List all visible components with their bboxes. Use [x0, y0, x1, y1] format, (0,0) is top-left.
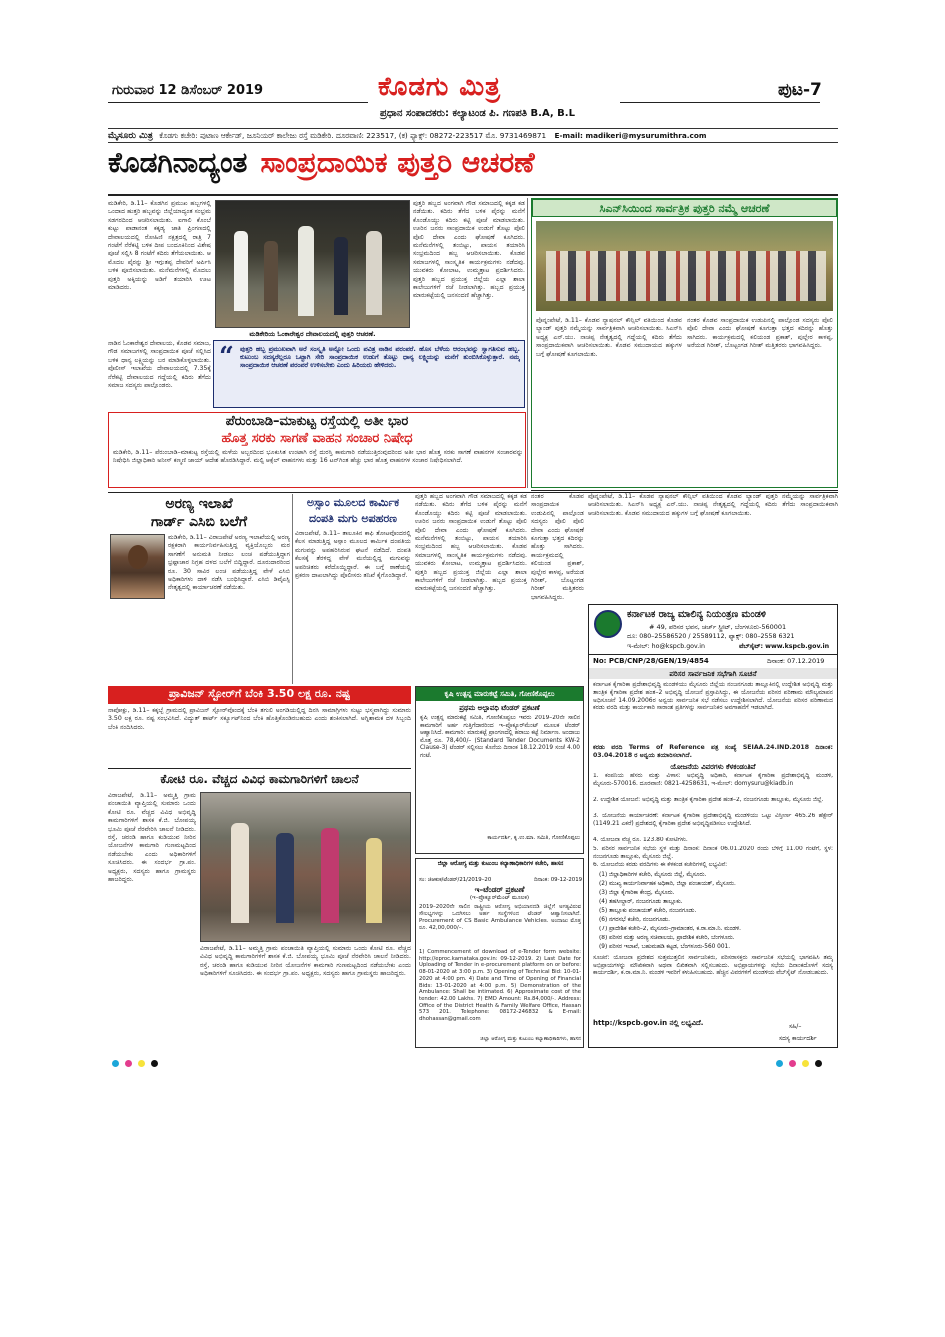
kspcb-item-1: 1. ಕಂಪನಿಯ ಹೆಸರು ಮತ್ತು ವಿಳಾಸ: ಅಭಿವೃದ್ಧಿ ಅಧಿಕಾರಿ, ಕರ್ನಾಟಕ ಕೈಗಾರಿಕಾ ಪ್ರದೇಶಾಭಿವೃದ್ಧಿ ಮಂಡಳಿ, ಮೈಸೂರು-570016. ದೂರವಾಣಿ: 0821-4258631, ಇ-ಮೇಲ್: domysuru@kiadb.in — [593, 773, 833, 787]
strip-paper-name: ಮೈಸೂರು ಮಿತ್ರ — [108, 131, 153, 141]
health-tender-heading: ಜಿಲ್ಲಾ ಆರೋಗ್ಯ ಮತ್ತು ಕುಟುಂಬ ಕಲ್ಯಾಣಾಧಿಕಾರಿಗಳ ಕಚೇರಿ, ಹಾಸನ — [437, 861, 564, 867]
lead-story-text-2: ನಾಡಿನ ಓಂಕಾರೇಶ್ವರ ದೇವಾಲಯ, ಕೊಡವ ಸಮಾಜ, ಗೌಡ ಸಮಾಜಗಳಲ್ಲಿ ಸಾಂಪ್ರದಾಯಿಕ ಪೂಜೆ ಸಲ್ಲಿಸಿದ ಬಳಿಕ ಧಾನ್ಯ ಲಕ್ಷ್ಮಿಯನ್ನು ಬರ ಮಾಡಿಕೊಳ್ಳಲಾಯಿತು. ಪೊಲೀಸ್ ಇಲಾಖೆಯ ದೇವಾಲಯದಲ್ಲಿ 7.35ಕ್ಕೆ ನೆರೆಕಟ್ಟಿ ದೇವಾಲಯದ ಗದ್ದೆಯಲ್ಲಿ ಕದಿರು ತೆಗೆದು ಸಮಾಜ ಸದಸ್ಯರು ಪಾಲ್ಗೊಂಡರು. — [108, 340, 211, 390]
kspcb-phone: ದೂ: 080–25586520 / 25589112, ಫ್ಯಾಕ್ಸ್: 080–2558 6321 — [627, 633, 795, 640]
kspcb-sign: ಸಹಿ/– — [789, 1023, 802, 1030]
road-ban-headline-1: ಪೆರುಂಬಾಡಿ–ಮಾಕುಟ್ಟ ರಸ್ತೆಯಲ್ಲಿ ಅತೀ ಭಾರ — [225, 414, 409, 429]
cnc-story-box — [531, 198, 838, 488]
kspcb-title: ಕರ್ನಾಟಕ ರಾಜ್ಯ ಮಾಲಿನ್ಯ ನಿಯಂತ್ರಣ ಮಂಡಳಿ — [627, 609, 766, 620]
masthead-rule — [108, 102, 368, 103]
health-tender-english-text: 1) Commencement of download of e-Tender form website: http://eproc.karnataka.gov.in: 09-12-2019. 2) Last Date for Uploading of Tender in e-procurement platform on or before: 08-01-2020 at 3:00 p.m. 3) Opening of Technical Bid: 10-01-2020 at 4:00 pm. 4) Date and Time of Opening of Financial Bids: 13-01-2020 at 4:00 p.m. 5) Demonstration of the Ambulance: Shall be intimated. 6) Approximate cost of the tender: 42.00 Lakhs. 7) EMD Amount: Rs.84,000/-. Address: Office of the District Health & Family Welfare Office, Hassan 573 201. Telephone: 08172-246832 & E-mail: dhohassan@gmail.com — [419, 949, 581, 1023]
strip-address: ಕೊಡಗು ಕಚೇರಿ: ಪುಟಾಣ ಆರ್ಕೇಡ್, ಜೂನಿಯರ್ ಕಾಲೇಜು ರಸ್ತೆ ಮಡಿಕೇರಿ. ದೂರವಾಣಿ: 223517, (ಕ) ಫ್ಯಾಕ್ಸ್: 08272-223517 ಮೊ. 9731469871 — [159, 131, 547, 140]
forest-story-text: ಮಡಿಕೇರಿ, ಡಿ.11– ವಿರಾಜಪೇಟೆ ಅರಣ್ಯ ಇಲಾಖೆಯಲ್ಲಿ ಅರಣ್ಯ ರಕ್ಷಕರಾಗಿ ಕಾರ್ಯನಿರ್ವಹಿಸುತ್ತಿದ್ದ ವ್ಯಕ್ತಿಯೊಬ್ಬರು ಮರ ಸಾಗಣೆಗೆ ಅನುಮತಿ ನೀಡಲು ಲಂಚ ಪಡೆಯುತ್ತಿದ್ದಾಗ ಭ್ರಷ್ಟಾಚಾರ ನಿಗ್ರಹ ದಳದ ಬಲೆಗೆ ಬಿದ್ದಿದ್ದಾರೆ. ದೂರುದಾರರಿಂದ ರೂ. 30 ಸಾವಿರ ಲಂಚ ಪಡೆಯುತ್ತಿದ್ದ ವೇಳೆ ಎಸಿಬಿ ಅಧಿಕಾರಿಗಳು ದಾಳಿ ನಡೆಸಿ ಬಂಧಿಸಿದ್ದಾರೆ. ಎಸಿಬಿ ಡಿವೈಎಸ್ಪಿ ನೇತೃತ್ವದಲ್ಲಿ ಕಾರ್ಯಾಚರಣೆ ನಡೆಯಿತು. — [168, 534, 290, 592]
kspcb-sign-title: ಸದಸ್ಯ ಕಾರ್ಯದರ್ಶಿ — [779, 1035, 817, 1042]
apmc-tender-heading: ಕೃಷಿ ಉತ್ಪನ್ನ ಮಾರುಕಟ್ಟೆ ಸಮಿತಿ, ಗೋಣಿಕೊಪ್ಪಲು — [416, 687, 583, 701]
cnc-story-text-a: ಪೊನ್ನಂಪೇಟೆ, ಡಿ.11– ಕೊಡವ ನ್ಯಾಷನಲ್ ಕೌನ್ಸಿಲ್ ವತಿಯಿಂದ ಕೊಡವ ಲ್ಯಾಂಡ್ ಪುತ್ತರಿ ನಮ್ಮೆಯನ್ನು ಸಾರ್ವತ್ರಿಕವಾಗಿ ಆಚರಿಸಲಾಯಿತು. ಸಿಎನ್‌ಸಿ ಅಧ್ಯಕ್ಷ ಎನ್.ಯು. ನಾಚಪ್ಪ ನೇತೃತ್ವದಲ್ಲಿ ಗದ್ದೆಯಲ್ಲಿ ಕದಿರು ತೆಗೆದು ಸಾಂಪ್ರದಾಯಿಕವಾಗಿ ಆಚರಿಸಲಾಯಿತು. ಕೊಡವ ಸಮುದಾಯದ ಹಕ್ಕುಗಳ ಬಗ್ಗೆ ಘೋಷಣೆ ಕೂಗಲಾಯಿತು. — [536, 317, 682, 358]
kspcb-body: ಕರ್ನಾಟಕ ಕೈಗಾರಿಕಾ ಪ್ರದೇಶಾಭಿವೃದ್ಧಿ ಮಂಡಳಿಯು ಮೈಸೂರು ಜಿಲ್ಲೆಯ ನಂಜನಗೂಡು ತಾಲ್ಲೂಕಿನಲ್ಲಿ ಉದ್ದೇಶಿತ ಅಭಿವೃದ್ಧಿ ಮತ್ತು ತಾಂತ್ರಿಕ ಕೈಗಾರಿಕಾ ಪ್ರದೇಶ ಹಂತ–2 ಅಭಿವೃದ್ಧಿ ಯೋಜನೆ ಪ್ರಸ್ತಾಪಿಸಿದ್ದು, ಈ ಯೋಜನೆಯ ಪರಿಸರ ಪರಿಣಾಮ ಮೌಲ್ಯಮಾಪನ ಅಧಿಸೂಚನೆ 14.09.2006ರ ಅನ್ವಯ ಸಾರ್ವಜನಿಕ ಸಭೆ ನಡೆಸಲು ಉದ್ದೇಶಿಸಲಾಗಿದೆ. ಯೋಜನೆಯ ಪರಿಸರ ಪರಿಣಾಮದ ಕರಡು ವರದಿ ಮತ್ತು ಕಾರ್ಯಕಾರಿ ಸಾರಾಂಶ ಪ್ರತಿಗಳನ್ನು ಸಾರ್ವಜನಿಕರ ಅವಗಾಹನೆಗೆ ಇಡಲಾಗಿದೆ. — [593, 681, 833, 712]
kspcb-email: ಇ-ಮೇಲ್: ho@kspcb.gov.in — [627, 643, 706, 650]
road-ban-story — [108, 412, 526, 488]
cnc-story-text-b: ನಂತರ ಕೊಡವ ಸಾಂಪ್ರದಾಯಿಕ ಉಡುಪಿನಲ್ಲಿ ಪಾಲ್ಗೊಂಡ ಸದಸ್ಯರು ಪೊಲಿ ಪೊಲಿ ದೇವಾ ಎಂದು ಘೋಷಣೆ ಕೂಗುತ್ತಾ ಭತ್ತದ ಕದಿರನ್ನು ಹೊತ್ತು ಸಾಗಿದರು. ಕಾರ್ಯಕ್ರಮದಲ್ಲಿ ಕಲಿಯಂಡ ಪ್ರಕಾಶ್, ಪುಲ್ಲೇರ ಕಾಳಪ್ಪ, ಅರೆಯಡ ಗಿರೀಶ್, ಬೊಟ್ಟಂಗಡ ಗಿರೀಶ್ ಮತ್ತಿತರರು ಭಾಗವಹಿಸಿದ್ದರು. — [687, 317, 833, 350]
registration-marks-left — [112, 1052, 164, 1071]
health-tender-notice — [415, 858, 584, 1048]
works-story-text: ವಿರಾಜಪೇಟೆ, ಡಿ.11– ಅಮ್ಮತ್ತಿ ಗ್ರಾಮ ಪಂಚಾಯಿತಿ ವ್ಯಾಪ್ತಿಯಲ್ಲಿ ಸುಮಾರು ಒಂದು ಕೋಟಿ ರೂ. ವೆಚ್ಚದ ವಿವಿಧ ಅಭಿವೃದ್ಧಿ ಕಾಮಗಾರಿಗಳಿಗೆ ಶಾಸಕ ಕೆ.ಜಿ. ಬೋಪಯ್ಯ ಭೂಮಿ ಪೂಜೆ ನೆರವೇರಿಸಿ ಚಾಲನೆ ನೀಡಿದರು. ರಸ್ತೆ, ಚರಂಡಿ ಹಾಗೂ ಕುಡಿಯುವ ನೀರಿನ ಯೋಜನೆಗಳ ಕಾಮಗಾರಿ ಗುಣಮಟ್ಟದಿಂದ ನಡೆಯಬೇಕು ಎಂದು ಅಧಿಕಾರಿಗಳಿಗೆ ಸೂಚಿಸಿದರು. ಈ ಸಂದರ್ಭ ಗ್ರಾ.ಪಂ. ಅಧ್ಯಕ್ಷರು, ಸದಸ್ಯರು ಹಾಗೂ ಗ್ರಾಮಸ್ಥರು ಹಾಜರಿದ್ದರು. — [108, 792, 196, 884]
banner-part-1: ಕೊಡಗಿನಾದ್ಯಂತ — [108, 146, 248, 179]
cnc-continued-text: ನಂತರ ಕೊಡವ ಸಾಂಪ್ರದಾಯಿಕ ಉಡುಪಿನಲ್ಲಿ ಪಾಲ್ಗೊಂಡ ಸದಸ್ಯರು ಪೊಲಿ ಪೊಲಿ ದೇವಾ ಎಂದು ಘೋಷಣೆ ಕೂಗುತ್ತಾ ಭತ್ತದ ಕದಿರನ್ನು ಹೊತ್ತು ಸಾಗಿದರು. ಕಾರ್ಯಕ್ರಮದಲ್ಲಿ ಕಲಿಯಂಡ ಪ್ರಕಾಶ್, ಪುಲ್ಲೇರ ಕಾಳಪ್ಪ, ಅರೆಯಡ ಗಿರೀಶ್, ಬೊಟ್ಟಂಗಡ ಗಿರೀಶ್ ಮತ್ತಿತರರು ಭಾಗವಹಿಸಿದ್ದರು. — [531, 493, 584, 601]
kspcb-item-4: 4. ಯೋಜನಾ ವೆಚ್ಚ ರೂ. 123.80 ಕೋಟಿಗಳು. — [593, 837, 688, 843]
logo: ಕೊಡಗು ಮಿತ್ರ — [378, 72, 502, 102]
health-tender-ref: ಸಂ: ಜಿಆಕುಕ/ಟೆಂಡರ್/21/2019–20 — [419, 877, 492, 883]
column-divider-2 — [292, 494, 293, 684]
kspcb-web: ವೆಬ್‌ಸೈಟ್: www.kspcb.gov.in — [739, 643, 830, 650]
forest-guard-face — [128, 545, 148, 569]
kspcb-office-2: (2) ಮುಖ್ಯ ಕಾರ್ಯನಿರ್ವಾಹಕ ಅಧಿಕಾರಿ, ಜಿಲ್ಲಾ ಪಂಚಾಯತ್, ಮೈಸೂರು. — [599, 881, 736, 887]
cnc-photo — [536, 221, 833, 311]
kspcb-ref: No: PCB/CNP/28/GEN/19/4854 — [593, 657, 709, 665]
kspcb-office-1: (1) ಜಿಲ್ಲಾಧಿಕಾರಿಗಳ ಕಚೇರಿ, ಮೈಸೂರು ಜಿಲ್ಲೆ, ಮೈಸೂರು. — [599, 872, 707, 878]
lead-photo-figure-5 — [366, 231, 382, 315]
lead-photo-figure-1 — [234, 231, 248, 311]
lead-story-tail: ಪುತ್ತರಿ ಹಬ್ಬದ ಅಂಗವಾಗಿ ಗೌಡ ಸಮಾಜದಲ್ಲಿ ಕಕ್ಕಡ ಕಡ ನಡೆಯಿತು. ಕದಿರು ತೆಗೆದ ಬಳಿಕ ಪೈರನ್ನು ಮನೆಗೆ ಕೊಂಡೊಯ್ದು ಕದಿರು ಕಟ್ಟಿ ಪೂಜೆ ಮಾಡಲಾಯಿತು. ಊರಿನ ಜನರು ಸಾಂಪ್ರದಾಯಿಕ ಉಡುಗೆ ತೊಟ್ಟು ಪೊಲಿ ಪೊಲಿ ದೇವಾ ಎಂದು ಘೋಷಣೆ ಕೂಗಿದರು. ಮನೆಮನೆಗಳಲ್ಲಿ ತಂಬಿಟ್ಟು, ಪಾಯಸ ತಯಾರಿಸಿ ಸಂಭ್ರಮದಿಂದ ಹಬ್ಬ ಆಚರಿಸಲಾಯಿತು. ಕೊಡವ ಸಮಾಜಗಳಲ್ಲಿ ಸಾಂಸ್ಕೃತಿಕ ಕಾರ್ಯಕ್ರಮಗಳು ನಡೆದವು. ಯುವಕರು ಕೋಲಾಟ, ಉಮ್ಮತ್ತಾಟ ಪ್ರದರ್ಶಿಸಿದರು. ಪುತ್ತರಿ ಹಬ್ಬದ ಪ್ರಯುಕ್ತ ಜಿಲ್ಲೆಯ ಎಲ್ಲಾ ಶಾಲಾ ಕಾಲೇಜುಗಳಿಗೆ ರಜೆ ನೀಡಲಾಗಿತ್ತು. ಹಬ್ಬದ ಪ್ರಯುಕ್ತ ಮಾರುಕಟ್ಟೆಯಲ್ಲಿ ಜನಸಂದಣಿ ಹೆಚ್ಚಾಗಿತ್ತು. — [415, 493, 527, 593]
masthead — [0, 0, 945, 150]
kspcb-item-5: 5. ಪರಿಸರ ಸಾರ್ವಜನಿಕ ಸಭೆಯ ಸ್ಥಳ ಮತ್ತು ದಿನಾಂಕ: ದಿನಾಂಕ 06.01.2020 ರಂದು ಬೆಳಿಗ್ಗೆ 11.00 ಗಂಟೆಗೆ, ಸ್ಥಳ: ನಂಜನಗೂಡು ತಾಲ್ಲೂಕು, ಮೈಸೂರು ಜಿಲ್ಲೆ. — [593, 846, 833, 860]
works-rule — [108, 768, 411, 769]
kspcb-office-7: (7) ಪ್ರಾದೇಶಿಕ ಕಚೇರಿ–2, ಮೈಸೂರು–ಗ್ರಾಮಾಂತರ, ಕ.ರಾ.ಮಾ.ನಿ. ಮಂಡಳಿ. — [599, 926, 741, 932]
banner-rule — [108, 194, 838, 196]
works-story-text-2: ವಿರಾಜಪೇಟೆ, ಡಿ.11– ಅಮ್ಮತ್ತಿ ಗ್ರಾಮ ಪಂಚಾಯಿತಿ ವ್ಯಾಪ್ತಿಯಲ್ಲಿ ಸುಮಾರು ಒಂದು ಕೋಟಿ ರೂ. ವೆಚ್ಚದ ವಿವಿಧ ಅಭಿವೃದ್ಧಿ ಕಾಮಗಾರಿಗಳಿಗೆ ಶಾಸಕ ಕೆ.ಜಿ. ಬೋಪಯ್ಯ ಭೂಮಿ ಪೂಜೆ ನೆರವೇರಿಸಿ ಚಾಲನೆ ನೀಡಿದರು. ರಸ್ತೆ, ಚರಂಡಿ ಹಾಗೂ ಕುಡಿಯುವ ನೀರಿನ ಯೋಜನೆಗಳ ಕಾಮಗಾರಿ ಗುಣಮಟ್ಟದಿಂದ ನಡೆಯಬೇಕು ಎಂದು ಅಧಿಕಾರಿಗಳಿಗೆ ಸೂಚಿಸಿದರು. ಈ ಸಂದರ್ಭ ಗ್ರಾ.ಪಂ. ಅಧ್ಯಕ್ಷರು, ಸದಸ್ಯರು ಹಾಗೂ ಗ್ರಾಮಸ್ಥರು ಹಾಜರಿದ್ದರು. — [200, 945, 411, 978]
lead-story-continued: ಪುತ್ತರಿ ಹಬ್ಬದ ಅಂಗವಾಗಿ ಗೌಡ ಸಮಾಜದಲ್ಲಿ ಕಕ್ಕಡ ಕಡ ನಡೆಯಿತು. ಕದಿರು ತೆಗೆದ ಬಳಿಕ ಪೈರನ್ನು ಮನೆಗೆ ಕೊಂಡೊಯ್ದು ಕದಿರು ಕಟ್ಟಿ ಪೂಜೆ ಮಾಡಲಾಯಿತು. ಊರಿನ ಜನರು ಸಾಂಪ್ರದಾಯಿಕ ಉಡುಗೆ ತೊಟ್ಟು ಪೊಲಿ ಪೊಲಿ ದೇವಾ ಎಂದು ಘೋಷಣೆ ಕೂಗಿದರು. ಮನೆಮನೆಗಳಲ್ಲಿ ತಂಬಿಟ್ಟು, ಪಾಯಸ ತಯಾರಿಸಿ ಸಂಭ್ರಮದಿಂದ ಹಬ್ಬ ಆಚರಿಸಲಾಯಿತು. ಕೊಡವ ಸಮಾಜಗಳಲ್ಲಿ ಸಾಂಸ್ಕೃತಿಕ ಕಾರ್ಯಕ್ರಮಗಳು ನಡೆದವು. ಯುವಕರು ಕೋಲಾಟ, ಉಮ್ಮತ್ತಾಟ ಪ್ರದರ್ಶಿಸಿದರು. ಪುತ್ತರಿ ಹಬ್ಬದ ಪ್ರಯುಕ್ತ ಜಿಲ್ಲೆಯ ಎಲ್ಲಾ ಶಾಲಾ ಕಾಲೇಜುಗಳಿಗೆ ರಜೆ ನೀಡಲಾಗಿತ್ತು. ಹಬ್ಬದ ಪ್ರಯುಕ್ತ ಮಾರುಕಟ್ಟೆಯಲ್ಲಿ ಜನಸಂದಣಿ ಹೆಚ್ಚಾಗಿತ್ತು. — [413, 200, 525, 300]
lead-photo — [215, 200, 410, 328]
works-photo-person-4 — [366, 838, 382, 923]
column-divider — [527, 198, 528, 488]
apmc-tender-text: ಕೃಷಿ ಉತ್ಪನ್ನ ಮಾರುಕಟ್ಟೆ ಸಮಿತಿ, ಗೋಣಿಕೊಪ್ಪಲು ಇವರು 2019–20ನೇ ಸಾಲಿನ ಕಾಮಗಾರಿಗೆ ಅರ್ಹ ಗುತ್ತಿಗೆದಾರರಿಂದ ಇ–ಪ್ರೊಕ್ಯೂರ್‌ಮೆಂಟ್ ಮೂಲಕ ಟೆಂಡರ್ ಆಹ್ವಾನಿಸಿದೆ. ಕಾಮಗಾರಿ: ಮಾರುಕಟ್ಟೆ ಪ್ರಾಂಗಣದಲ್ಲಿ ಹರಾಜು ಕಟ್ಟೆ ನಿರ್ಮಾಣ. ಅಂದಾಜು ಮೊತ್ತ ರೂ. 78,400/– (Standard Tender Documents KW-2 Clause-3) ಟೆಂಡರ್ ಸಲ್ಲಿಸಲು ಕೊನೆಯ ದಿನಾಂಕ 18.12.2019 ಸಂಜೆ 4.00 ಗಂಟೆ. — [420, 715, 580, 759]
works-photo-person-2 — [276, 833, 294, 923]
kspcb-office-6: (6) ನಗರಸಭೆ ಕಚೇರಿ, ನಂಜನಗೂಡು. — [599, 917, 670, 923]
apmc-tender-subheading: ಪ್ರಥಮ ಅಲ್ಪಾವಧಿ ಟೆಂಡರ್ ಪ್ರಕಟಣೆ — [459, 704, 540, 712]
works-photo-person-3 — [321, 828, 339, 923]
kspcb-item-3: 3. ಯೋಜನೆಯ ಕಾರ್ಯಾಚರಣೆ: ಕರ್ನಾಟಕ ಕೈಗಾರಿಕಾ ಪ್ರದೇಶಾಭಿವೃದ್ಧಿ ಮಂಡಳಿಯು ಒಟ್ಟು ವಿಸ್ತೀರ್ಣ 465.26 ಹೆಕ್ಟೇರ್ (1149.21 ಎಕರೆ) ಪ್ರದೇಶದಲ್ಲಿ ಕೈಗಾರಿಕಾ ಪ್ರದೇಶ ಅಭಿವೃದ್ಧಿಪಡಿಸಲು ಉದ್ದೇಶಿಸಿದೆ. — [593, 813, 833, 827]
health-tender-title-sub: (ಇ–ಪ್ರೊಕ್ಯೂರ್‌ಮೆಂಟ್ ಮೂಲಕ) — [469, 895, 530, 901]
contact-strip — [108, 128, 838, 143]
page-number: ಪುಟ-7 — [778, 80, 822, 100]
fire-story-headline-bar — [108, 686, 411, 704]
masthead-rule-right — [620, 102, 820, 103]
pull-quote — [213, 340, 525, 408]
kspcb-office-3: (3) ಜಿಲ್ಲಾ ಕೈಗಾರಿಕಾ ಕೇಂದ್ರ, ಮೈಸೂರು. — [599, 890, 675, 896]
lead-photo-caption: ಮಡಿಕೇರಿಯ ಓಂಕಾರೇಶ್ವರ ದೇವಾಲಯದಲ್ಲಿ ಪುತ್ತರಿ ಆಚರಣೆ. — [249, 330, 376, 338]
assam-headline-2: ದಂಪತಿ ಮಗು ಅಪಹರಣ — [309, 512, 397, 525]
issue-date: ಗುರುವಾರ 12 ಡಿಸೆಂಬರ್ 2019 — [112, 83, 264, 98]
kspcb-rule — [589, 654, 837, 655]
kspcb-section-title: ಯೋಜನೆಯ ವಿವರಗಳು ಕೆಳಕಂಡಂತಿವೆ — [670, 763, 756, 771]
road-ban-text: ಮಡಿಕೇರಿ, ಡಿ.11– ಪೆರುಂಬಾಡಿ–ಮಾಕುಟ್ಟ ರಸ್ತೆಯಲ್ಲಿ ಮಳೆಯ ಅಬ್ಬರದಿಂದ ಭೂಕುಸಿತ ಉಂಟಾಗಿ ರಸ್ತೆ ದುರಸ್ತಿ ಕಾಮಗಾರಿ ನಡೆಯುತ್ತಿರುವುದರಿಂದ ಅತೀ ಭಾರ ಹೊತ್ತ ಸರಕು ಸಾಗಣೆ ವಾಹನಗಳ ಸಂಚಾರವನ್ನು ನಿಷೇಧಿಸಿ ಜಿಲ್ಲಾಧಿಕಾರಿ ಅನೀಸ್ ಕಣ್ಮಣಿ ಜಾಯ್ ಆದೇಶ ಹೊರಡಿಸಿದ್ದಾರೆ. ಮಲ್ಟಿ ಆಕ್ಸೆಲ್ ವಾಹನಗಳು ಮತ್ತು 16 ಟನ್‌ಗಿಂತ ಹೆಚ್ಚು ಭಾರ ಹೊತ್ತ ವಾಹನಗಳ ಸಂಚಾರ ನಿಷೇಧಿಸಲಾಗಿದೆ. — [113, 449, 523, 465]
kspcb-office-8: (8) ಪರಿಸರ ಮತ್ತು ಅರಣ್ಯ ಸಚಿವಾಲಯ, ಪ್ರಾದೇಶಿಕ ಕಚೇರಿ, ಬೆಂಗಳೂರು. — [599, 935, 735, 941]
banner-headline — [108, 146, 838, 192]
kspcb-item-6: 6. ಯೋಜನೆಯ ಕರಡು ವರದಿಗಳು ಈ ಕೆಳಕಂಡ ಕಚೇರಿಗಳಲ್ಲಿ ಲಭ್ಯವಿವೆ: — [593, 862, 728, 868]
kspcb-notice-title: ಪರಿಸರ ಸಾರ್ವಜನಿಕ ಸಭೆಗಾಗಿ ಸೂಚನೆ — [589, 668, 837, 679]
cnc-continued-text-2: ಪೊನ್ನಂಪೇಟೆ, ಡಿ.11– ಕೊಡವ ನ್ಯಾಷನಲ್ ಕೌನ್ಸಿಲ್ ವತಿಯಿಂದ ಕೊಡವ ಲ್ಯಾಂಡ್ ಪುತ್ತರಿ ನಮ್ಮೆಯನ್ನು ಸಾರ್ವತ್ರಿಕವಾಗಿ ಆಚರಿಸಲಾಯಿತು. ಸಿಎನ್‌ಸಿ ಅಧ್ಯಕ್ಷ ಎನ್.ಯು. ನಾಚಪ್ಪ ನೇತೃತ್ವದಲ್ಲಿ ಗದ್ದೆಯಲ್ಲಿ ಕದಿರು ತೆಗೆದು ಸಾಂಪ್ರದಾಯಿಕವಾಗಿ ಆಚರಿಸಲಾಯಿತು. ಕೊಡವ ಸಮುದಾಯದ ಹಕ್ಕುಗಳ ಬಗ್ಗೆ ಘೋಷಣೆ ಕೂಗಲಾಯಿತು. — [588, 493, 838, 517]
road-ban-headline-2: ಹೊತ್ತ ಸರಕು ಸಾಗಣೆ ವಾಹನ ಸಂಚಾರ ನಿಷೇಧ — [221, 431, 413, 446]
kspcb-url: http://kspcb.gov.in ನಲ್ಲಿ ಲಭ್ಯವಿದೆ. — [593, 1019, 704, 1027]
kspcb-office-5: (5) ತಾಲ್ಲೂಕು ಪಂಚಾಯತ್ ಕಚೇರಿ, ನಂಜನಗೂಡು. — [599, 908, 697, 914]
health-tender-sign: ಜಿಲ್ಲಾ ಆರೋಗ್ಯ ಮತ್ತು ಕುಟುಂಬ ಕಲ್ಯಾಣಾಧಿಕಾರಿಗಳು, ಹಾಸನ — [480, 1036, 581, 1042]
registration-marks-right — [776, 1052, 828, 1071]
fire-story-headline: ಪ್ರಾವಿಜನ್ ಸ್ಟೋರ್‌ಗೆ ಬೆಂಕಿ 3.50 ಲಕ್ಷ ರೂ. ನಷ್ಟ — [168, 687, 351, 700]
editor-line: ಪ್ರಧಾನ ಸಂಪಾದಕರು: ಕಲ್ಯಾಟಂಡ ಪಿ. ಗಣಪತಿ B.A, B.L — [380, 108, 575, 119]
lead-photo-figure-3 — [298, 226, 314, 316]
cnc-story-title: ಸಿಎನ್‌ಸಿಯಿಂದ ಸಾರ್ವತ್ರಿಕ ಪುತ್ತರಿ ನಮ್ಮೆ ಆಚರಣೆ — [532, 199, 837, 217]
lower-right-rule — [531, 490, 838, 491]
kspcb-office-9: (9) ಪರಿಸರ ಇಲಾಖೆ, ಬಹುಮಹಡಿ ಕಟ್ಟಡ, ಬೆಂಗಳೂರು-560 001. — [599, 944, 731, 950]
health-tender-date: ದಿನಾಂಕ: 09-12-2019 — [534, 877, 583, 883]
banner-part-2: ಸಾಂಪ್ರದಾಯಿಕ ಪುತ್ತರಿ ಆಚರಣೆ — [260, 146, 535, 179]
kspcb-office-4: (4) ತಹಸೀಲ್ದಾರ್, ನಂಜನಗೂಡು ತಾಲ್ಲೂಕು. — [599, 899, 683, 905]
kspcb-date: ದಿನಾಂಕ: 07.12.2019 — [767, 657, 825, 665]
forest-headline-1: ಅರಣ್ಯ ಇಲಾಖೆ — [165, 496, 233, 512]
assam-headline-1: ಅಸ್ಸಾಂ ಮೂಲದ ಕಾರ್ಮಿಕ — [306, 496, 400, 509]
health-tender-title: ಇ–ಟೆಂಡರ್ ಪ್ರಕಟಣೆ — [474, 885, 525, 894]
kspcb-address: # 49, ಪರಿಸರ ಭವನ, ಚರ್ಚ್ ಸ್ಟ್ರೀಟ್, ಬೆಂಗಳೂರು-560001 — [649, 623, 787, 631]
strip-email: E-mail: madikeri@mysurumithra.com — [554, 131, 707, 140]
kspcb-tor: ಕರಡು ವರದಿ Terms of Reference ಪತ್ರ ಸಂಖ್ಯೆ SEIAA.24.IND.2018 ದಿನಾಂಕ: 03.04.2018 ರ ಅನ್ವಯ ತಯಾರಿಸಲಾಗಿದೆ. — [593, 744, 833, 759]
lead-story-text: ಮಡಿಕೇರಿ, ಡಿ.11– ಕೊಡಗಿನ ಪ್ರಮುಖ ಹಬ್ಬಗಳಲ್ಲಿ ಒಂದಾದ ಹುತ್ತರಿ ಹಬ್ಬವನ್ನು ಜಿಲ್ಲೆಯಾದ್ಯಂತ ಸಂಭ್ರಮ ಸಡಗರದಿಂದ ಆಚರಿಸಲಾಯಿತು. ಐಗಾಲಿ ಕೊಂಬೆ ಕುಟ್ಟು ಪಾಡಾನಂತ ಕಕ್ಕಡ್ಯ ಜಾತಿ ಪ್ರಿಂಗಣದಲ್ಲಿ ದೇವಾಲಯದಲ್ಲಿ ರೋಹಿಣಿ ನಕ್ಷತ್ರದಲ್ಲಿ ರಾತ್ರಿ 7 ಗಂಟೆಗೆ ನೆರೆಕಟ್ಟಿ ಬಳಿಕ ದೀಪ ಬಂದೂಕಿನಿಂದ ವಿಶೇಷ ಪೂಜೆ ಸಲ್ಲಿಸಿ 8 ಗಂಟೆಗೆ ಕದಿರು ತೆಗೆಯಲಾಯಿತು. ಆ ಮೊದಲ ಪೈರನ್ನು ಶ್ರೀ ಇಗ್ಗುತಪ್ಪ ದೇವರಿಗೆ ಅರ್ಪಿಸಿ ಬಳಿಕ ಪೂಜಿಸಲಾಯಿತು. ಮನೆಮನೆಗಳಲ್ಲಿ ಮೊದಲು ಪುತ್ತರಿ ಅಕ್ಕಿಯನ್ನು ಅಡಿಗೆ ತಯಾರಿಸಿ ಊಟ ಮಾಡಿದರು. — [108, 200, 211, 292]
lead-photo-figure-2 — [264, 241, 278, 311]
forest-headline-2: ಗಾರ್ಡ್ ಎಸಿಬಿ ಬಲೆಗೆ — [150, 514, 248, 530]
pull-quote-text: ಪುತ್ತರಿ ಹಬ್ಬ ಪ್ರಮುಖವಾಗಿ ಅರೆ ಸಂಸ್ಕೃತಿ ಅನ್ನೋ ಒಂದು ಪವಿತ್ರ ನಾಡಿನ ಪರಂಪರೆ. ಹೊಸ ಬೆಳೆಯ ಆರಂಭವನ್ನು ಸ್ವಾಗತಿಸುವ ಹಬ್ಬ. ಕುಟುಂಬ ಸದಸ್ಯರೆಲ್ಲರೂ ಒಟ್ಟಾಗಿ ಸೇರಿ ಸಾಂಪ್ರದಾಯಿಕ ಉಡುಗೆ ತೊಟ್ಟು ಧಾನ್ಯ ಲಕ್ಷ್ಮಿಯನ್ನು ಮನೆಗೆ ತುಂಬಿಸಿಕೊಳ್ಳುತ್ತಾರೆ. ನಮ್ಮ ಸಾಂಪ್ರದಾಯಿಕ ಆಚರಣೆ ಪರಂಪರೆ ಉಳಿಸಬೇಕು ಎಂದು ಹಿರಿಯರು ಹೇಳಿದರು. — [240, 345, 520, 370]
kspcb-notice — [588, 604, 838, 1048]
kspcb-logo-icon — [594, 610, 622, 638]
works-photo — [200, 792, 411, 942]
health-tender-text: 2019–2020ನೇ ಸಾಲಿನ ರಾಷ್ಟ್ರೀಯ ಆರೋಗ್ಯ ಅಭಿಯಾನದಡಿ ಜಿಲ್ಲೆಗೆ ಅಗತ್ಯವಿರುವ ಸೌಲಭ್ಯಗಳನ್ನು ಒದಗಿಸಲು ಅರ್ಹ ಸಂಸ್ಥೆಗಳಿಂದ ಟೆಂಡರ್ ಆಹ್ವಾನಿಸಲಾಗಿದೆ. Procurement of CS Basic Ambulance Vehicles. ಅಂದಾಜು ಮೊತ್ತ ರೂ. 42,00,000/–. — [419, 904, 581, 931]
quote-mark-icon: “ — [219, 342, 234, 372]
forest-guard-photo — [110, 534, 165, 599]
assam-story-text: ವಿರಾಜಪೇಟೆ, ಡಿ.11– ತಾಲೂಕಿನ ಕಾಫಿ ತೋಟವೊಂದರಲ್ಲಿ ಕೆಲಸ ಮಾಡುತ್ತಿದ್ದ ಅಸ್ಸಾಂ ಮೂಲದ ಕಾರ್ಮಿಕ ದಂಪತಿಯ ಮಗುವನ್ನು ಅಪಹರಿಸಿರುವ ಘಟನೆ ನಡೆದಿದೆ. ದಂಪತಿ ಕೆಲಸಕ್ಕೆ ತೆರಳಿದ್ದ ವೇಳೆ ಮನೆಯಲ್ಲಿದ್ದ ಮಗುವನ್ನು ಅಪರಿಚಿತರು ಕರೆದೊಯ್ದಿದ್ದಾರೆ. ಈ ಬಗ್ಗೆ ಠಾಣೆಯಲ್ಲಿ ಪ್ರಕರಣ ದಾಖಲಾಗಿದ್ದು ಪೊಲೀಸರು ತನಿಖೆ ಕೈಗೊಂಡಿದ್ದಾರೆ. — [295, 530, 411, 580]
kspcb-item-2: 2. ಉದ್ದೇಶಿತ ಯೋಜನೆ: ಅಭಿವೃದ್ಧಿ ಮತ್ತು ತಾಂತ್ರಿಕ ಕೈಗಾರಿಕಾ ಪ್ರದೇಶ ಹಂತ–2, ನಂಜನಗೂಡು ತಾಲ್ಲೂಕು, ಮೈಸೂರು ಜಿಲ್ಲೆ. — [593, 797, 824, 803]
works-headline: ಕೋಟಿ ರೂ. ವೆಚ್ಚದ ವಿವಿಧ ಕಾಮಗಾರಿಗಳಿಗೆ ಚಾಲನೆ — [160, 772, 359, 786]
fire-story-text: ನಾಪೋಕ್ಲು, ಡಿ.11– ಕಕ್ಕಬ್ಬೆ ಗ್ರಾಮದಲ್ಲಿ ಪ್ರಾವಿಜನ್ ಸ್ಟೋರ್‌ವೊಂದಕ್ಕೆ ಬೆಂಕಿ ತಗುಲಿ ಅಂಗಡಿಯಲ್ಲಿದ್ದ ದಿನಸಿ ಸಾಮಾಗ್ರಿಗಳು ಸುಟ್ಟು ಭಸ್ಮವಾಗಿದ್ದು ಸುಮಾರು 3.50 ಲಕ್ಷ ರೂ. ನಷ್ಟ ಸಂಭವಿಸಿದೆ. ವಿದ್ಯುತ್ ಶಾರ್ಟ್ ಸರ್ಕ್ಯೂಟ್‌ನಿಂದ ಬೆಂಕಿ ಹೊತ್ತಿಕೊಂಡಿರಬಹುದು ಎಂದು ಶಂಕಿಸಲಾಗಿದೆ. ಅಗ್ನಿಶಾಮಕ ದಳ ಸಿಬ್ಬಂದಿ ಬೆಂಕಿ ನಂದಿಸಿದರು. — [108, 707, 411, 731]
works-photo-person-1 — [231, 823, 249, 923]
cnc-photo-group — [546, 251, 826, 301]
kspcb-footer: ಸೂಚನೆ: ಯೋಜನಾ ಪ್ರದೇಶದ ಸುತ್ತಮುತ್ತಲಿನ ಸಾರ್ವಜನಿಕರು, ಪರಿಸರಾಸಕ್ತರು ಸಾರ್ವಜನಿಕ ಸಭೆಯಲ್ಲಿ ಭಾಗವಹಿಸಿ ತಮ್ಮ ಅಭಿಪ್ರಾಯಗಳನ್ನು ಮೌಖಿಕವಾಗಿ ಅಥವಾ ಲಿಖಿತವಾಗಿ ಸಲ್ಲಿಸಬಹುದು. ಅಭಿಪ್ರಾಯಗಳನ್ನು ಸಭೆಯ ದಿನಾಂಕದೊಳಗೆ ಸದಸ್ಯ ಕಾರ್ಯದರ್ಶಿ, ಕ.ರಾ.ಮಾ.ನಿ. ಮಂಡಳಿ ಇವರಿಗೆ ಕಳುಹಿಸಬಹುದು. ಹೆಚ್ಚಿನ ವಿವರಗಳಿಗೆ ಮಂಡಳಿಯ ವೆಬ್‌ಸೈಟ್ ನೋಡಬಹುದು. — [593, 955, 833, 977]
lead-photo-figure-4 — [334, 237, 348, 315]
apmc-tender-sign: ಕಾರ್ಯದರ್ಶಿ, ಕೃ.ಉ.ಮಾ. ಸಮಿತಿ, ಗೋಣಿಕೊಪ್ಪಲು — [487, 835, 580, 841]
apmc-tender-notice — [415, 686, 584, 854]
